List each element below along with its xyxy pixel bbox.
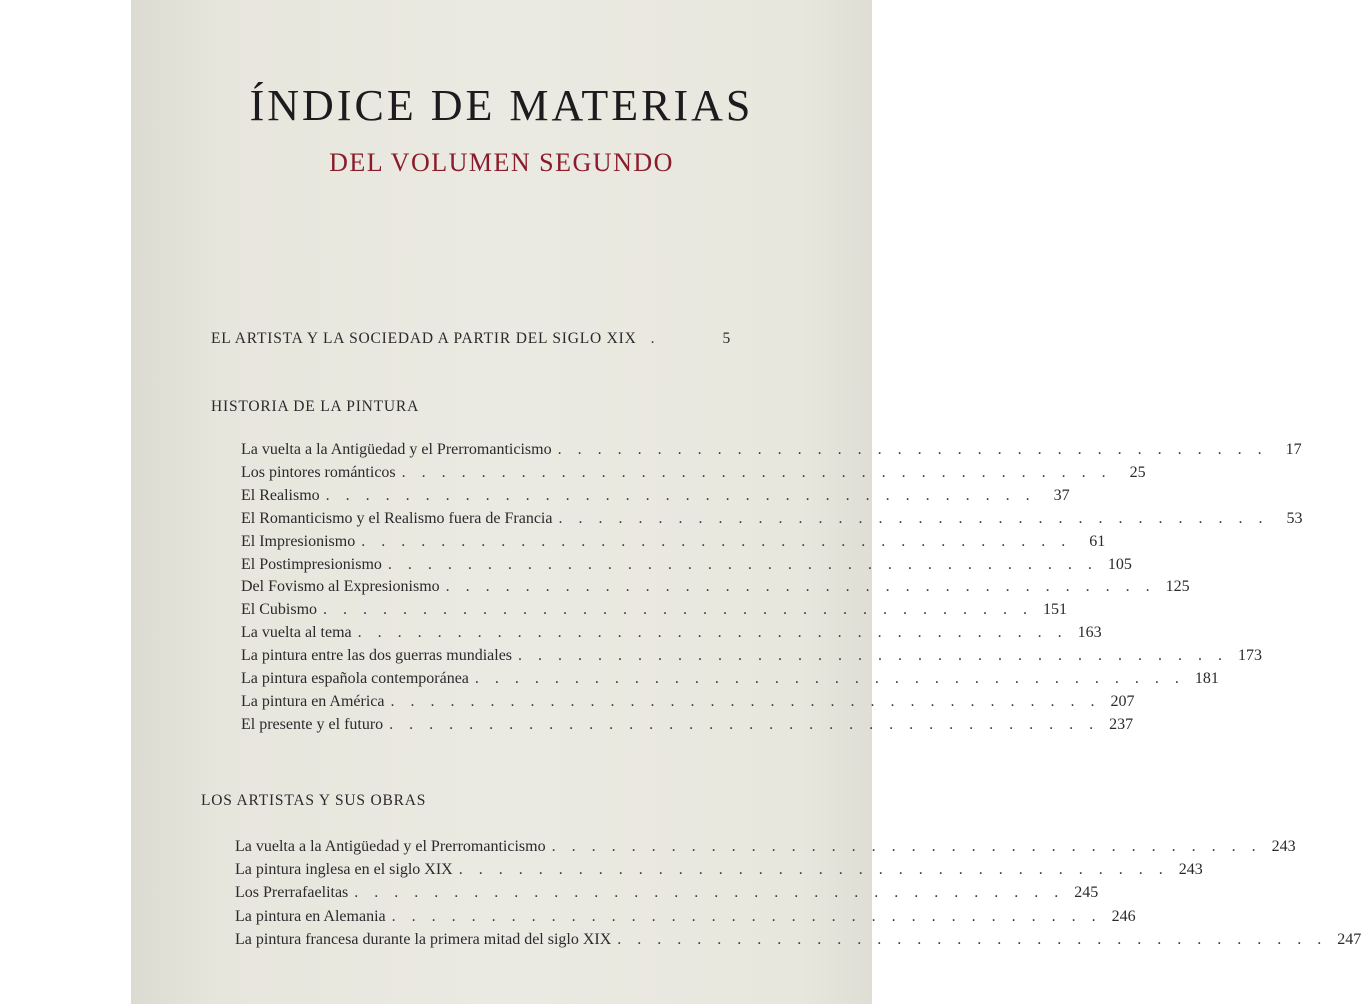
toc-entry-page: 105 bbox=[1107, 555, 1132, 573]
toc-entry-label: Del Fovismo al Expresionismo bbox=[241, 578, 440, 596]
toc-entry-label: La vuelta al tema bbox=[241, 624, 352, 642]
toc-entry bbox=[241, 486, 1070, 510]
toc-leader-dots: . . . . . . . . . . . . . . . . . . . . . . . . . . . . . . . . . . . . bbox=[387, 555, 1098, 573]
toc-entry bbox=[241, 692, 1135, 716]
toc-leader-dots: . . . . . . . . . . . . . . . . . . . . . . . . . . . . . . . . . . . . bbox=[558, 509, 1269, 527]
toc-entry-page: 163 bbox=[1077, 624, 1102, 642]
toc-leader-dots: . . . . . . . . . . . . . . . . . . . . . . . . . . . . . . . . . . . . bbox=[518, 647, 1229, 665]
toc-entry bbox=[235, 838, 1296, 861]
toc-leader-dots: . . . . . . . . . . . . . . . . . . . . . . . . . . . . . . . . . . . . bbox=[361, 532, 1072, 550]
toc-entry bbox=[241, 441, 1302, 464]
toc-leader-dots: . . . . . . . . . . . . . . . . . . . . . . . . . . . . . . . . . . . . bbox=[474, 670, 1185, 687]
toc-leader-dots: . . . . . . . . . . . . . . . . . . . . . . . . . . . . . . . . . . . . bbox=[401, 463, 1112, 481]
toc-leader-dots: . . . . . . . . . . . . . . . . . . . . . . . . . . . . . . . . . . . . bbox=[323, 601, 1034, 619]
toc-entry bbox=[241, 647, 1263, 670]
toc-entry bbox=[241, 624, 1102, 647]
page-title: ÍNDICE DE MATERIAS bbox=[249, 81, 754, 130]
toc-entry bbox=[235, 907, 1136, 931]
toc-entry-label: El Impresionismo bbox=[241, 532, 356, 550]
toc-leader-dots: . . . . . . . . . . . . . . . . . . . . . . . . . . . . . . . . . . . . bbox=[357, 624, 1068, 642]
toc-leader-dots: . . . . . . . . . . . . . . . . . . . . . . . . . . . . . . . . . . . . bbox=[354, 884, 1065, 902]
toc-entry bbox=[241, 532, 1106, 556]
toc-entry-page: 125 bbox=[1165, 578, 1190, 596]
toc-entry-label: El presente y el futuro bbox=[241, 715, 384, 733]
toc-entry-page: 247 bbox=[1337, 930, 1361, 948]
toc-entry-page: 53 bbox=[1286, 509, 1303, 527]
toc-entry-page: 237 bbox=[1109, 715, 1134, 733]
toc-entry-page: 25 bbox=[1129, 463, 1146, 481]
toc-leader-dots: . . . . . . . . . . . . . . . . . . . . . . . . . . . . . . . . . . . . bbox=[458, 861, 1169, 879]
toc-entry-page: 243 bbox=[1178, 861, 1203, 879]
toc-entry bbox=[235, 861, 1203, 884]
toc-leader-dots: . . . . . . . . . . . . . . . . . . . . . . . . . . . . . . . . . . . . bbox=[445, 578, 1156, 596]
toc-entry-label: La pintura entre las dos guerras mundiales bbox=[241, 647, 513, 665]
toc-entry-label: La pintura francesa durante la primera mitad del siglo XIX bbox=[235, 930, 612, 948]
toc-leader-dots: . . . . . . . . . . . . . . . . . . . . . . . . . . . . . . . . . . . . bbox=[325, 486, 1036, 504]
toc-entry-label: La pintura española contemporánea bbox=[241, 670, 469, 687]
section-heading-artistas: LOS ARTISTAS Y SUS OBRAS bbox=[201, 792, 427, 809]
toc-leader-dots: . . . . . . . . . . . . . . . . . . . . . . . . . . . . . . . . . . . . bbox=[557, 441, 1268, 458]
toc-entry bbox=[241, 463, 1146, 487]
toc-entry-label: Los Prerrafaelitas bbox=[235, 884, 349, 902]
toc-entry-page: 243 bbox=[1271, 838, 1296, 855]
toc-entry-page: 181 bbox=[1194, 670, 1219, 687]
toc-entry-page: 5 bbox=[722, 330, 731, 347]
toc-entry-page: 17 bbox=[1285, 441, 1302, 458]
toc-entry-label: El Realismo bbox=[241, 486, 320, 504]
toc-entry bbox=[241, 670, 1219, 693]
section-heading-historia: HISTORIA DE LA PINTURA bbox=[211, 398, 420, 415]
book-page bbox=[131, 0, 1361, 1004]
toc-entry-label: El Postimpresionismo bbox=[241, 555, 382, 573]
toc-entry-label: Los pintores románticos bbox=[241, 463, 396, 481]
toc-entry-label: La pintura en Alemania bbox=[235, 907, 386, 925]
toc-entry bbox=[241, 509, 1303, 533]
toc-entry-label: La vuelta a la Antigüedad y el Prerromanticismo bbox=[235, 838, 546, 855]
toc-leader-dots: . . . . . . . . . . . . . . . . . . . . . . . . . . . . . . . . . . . . bbox=[551, 838, 1262, 855]
toc-entry-page: 207 bbox=[1110, 692, 1135, 710]
toc-entry bbox=[241, 715, 1134, 739]
toc-entry bbox=[235, 884, 1099, 907]
toc-leader-dots: . bbox=[650, 330, 661, 347]
toc-leader-dots: . . . . . . . . . . . . . . . . . . . . . . . . . . . . . . . . . . . . bbox=[617, 930, 1328, 948]
toc-leader-dots: . . . . . . . . . . . . . . . . . . . . . . . . . . . . . . . . . . . . bbox=[389, 715, 1100, 733]
toc-entry-label: El Romanticismo y el Realismo fuera de Francia bbox=[241, 509, 553, 527]
toc-entry bbox=[235, 930, 1361, 954]
toc-entry-label: La pintura inglesa en el siglo XIX bbox=[235, 861, 453, 879]
toc-entry bbox=[241, 578, 1190, 601]
toc-top-entry bbox=[211, 330, 725, 348]
toc-entry bbox=[241, 601, 1068, 624]
toc-entry-page: 37 bbox=[1053, 486, 1070, 504]
toc-entry-page: 151 bbox=[1043, 601, 1068, 619]
toc-entry-page: 245 bbox=[1074, 884, 1099, 902]
toc-entry-label: La pintura en América bbox=[241, 692, 385, 710]
toc-entry-page: 246 bbox=[1111, 907, 1136, 925]
toc-entry-label: El Cubismo bbox=[241, 601, 318, 619]
page-subtitle: DEL VOLUMEN SEGUNDO bbox=[329, 148, 674, 177]
toc-entry-page: 61 bbox=[1089, 532, 1106, 550]
toc-entry bbox=[241, 555, 1132, 579]
toc-entry-label: EL ARTISTA Y LA SOCIEDAD A PARTIR DEL SIGLO XIX bbox=[211, 330, 637, 347]
toc-entry-label: La vuelta a la Antigüedad y el Prerromanticismo bbox=[241, 441, 552, 458]
toc-entry-page: 173 bbox=[1238, 647, 1263, 665]
toc-leader-dots: . . . . . . . . . . . . . . . . . . . . . . . . . . . . . . . . . . . . bbox=[390, 692, 1101, 710]
toc-leader-dots: . . . . . . . . . . . . . . . . . . . . . . . . . . . . . . . . . . . . bbox=[391, 907, 1102, 925]
